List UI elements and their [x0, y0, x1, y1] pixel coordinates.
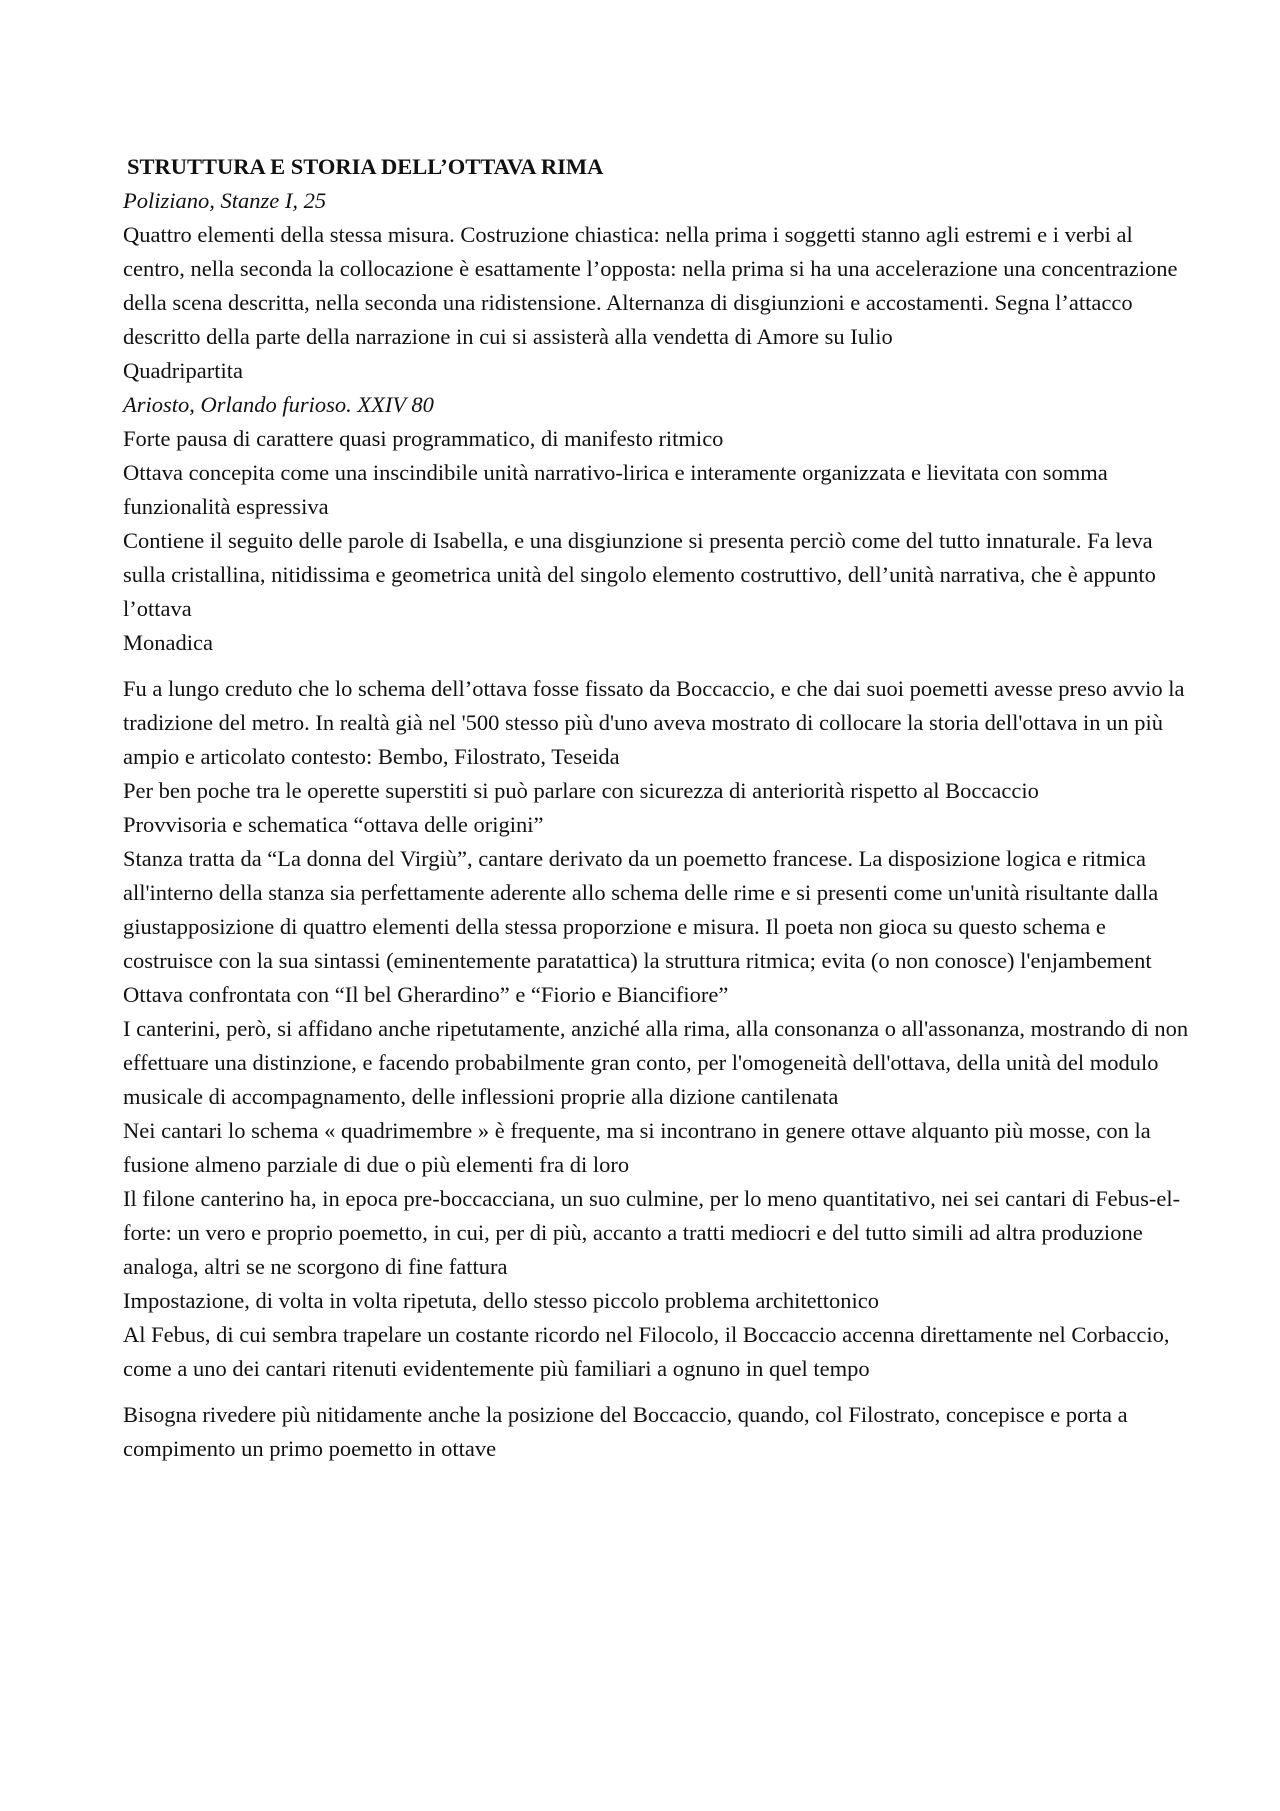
paragraph: Monadica [123, 630, 213, 655]
source-poliziano: Poliziano, Stanze I, 25 [123, 188, 327, 213]
paragraph: Quadripartita [123, 358, 243, 383]
paragraph: Nei cantari lo schema « quadrimembre » è frequente, ma si incontrano in genere ottave alquanto più mosse, con la fusione almeno parziale di due o più elementi fra di loro [123, 1118, 1151, 1177]
document-title: STRUTTURA E STORIA DELL’OTTAVA RIMA [127, 154, 604, 179]
paragraph: I canterini, però, si affidano anche ripetutamente, anziché alla rima, alla consonanza o all'assonanza, mostrando di non effettuare una distinzione, e facendo probabilmente gran conto, per l'omogeneità dell'ottava, della unità del modulo musicale di accompagnamento, delle inflessioni proprie alla dizione cantilenata [123, 1016, 1189, 1109]
paragraph: Bisogna rivedere più nitidamente anche la posizione del Boccaccio, quando, col Filostrato, concepisce e porta a compimento un primo poemetto in ottave [123, 1402, 1128, 1461]
paragraph: Impostazione, di volta in volta ripetuta, dello stesso piccolo problema architettonico [123, 1288, 880, 1313]
paragraph: Stanza tratta da “La donna del Virgiù”, cantare derivato da un poemetto francese. La disposizione logica e ritmica all'interno della stanza sia perfettamente aderente allo schema delle rime e si presenti come un'unità risultante dalla giustapposizione di quattro elementi della stessa proporzione e misura. Il poeta non gioca su questo schema e costruisce con la sua sintassi (eminentemente paratattica) la struttura ritmica; evita (o non conosce) l'enjambement [123, 846, 1159, 973]
paragraph: Quattro elementi della stessa misura. Costruzione chiastica: nella prima i soggetti stanno agli estremi e i verbi al centro, nella seconda la collocazione è esattamente l’opposta: nella prima si ha una accelerazione una concentrazione della scena descritta, nella seconda una ridistensione. Alternanza di disgiunzioni e accostamenti. Segna l’attacco descritto della parte della narrazione in cui si assisterà alla vendetta di Amore su Iulio [123, 222, 1178, 349]
paragraph: Ottava concepita come una inscindibile unità narrativo-lirica e interamente organizzata e lievitata con somma funzionalità espressiva [123, 460, 1108, 519]
paragraph: Fu a lungo creduto che lo schema dell’ottava fosse fissato da Boccaccio, e che dai suoi poemetti avesse preso avvio la tradizione del metro. In realtà già nel '500 stesso più d'uno aveva mostrato di collocare la storia dell'ottava in un più ampio e articolato contesto: Bembo, Filostrato, Teseida [123, 676, 1185, 769]
section-divider [123, 660, 1193, 672]
section-divider [123, 1386, 1193, 1398]
paragraph: Forte pausa di carattere quasi programmatico, di manifesto ritmico [123, 426, 724, 451]
paragraph: Per ben poche tra le operette superstiti si può parlare con sicurezza di anteriorità rispetto al Boccaccio [123, 778, 1039, 803]
paragraph: Il filone canterino ha, in epoca pre-boccacciana, un suo culmine, per lo meno quantitativo, nei sei cantari di Febus-el-forte: un vero e proprio poemetto, in cui, per di più, accanto a tratti mediocri e del tutto simili ad altra produzione analoga, altri se ne scorgono di fine fattura [123, 1186, 1181, 1279]
paragraph: Provvisoria e schematica “ottava delle origini” [123, 812, 544, 837]
paragraph: Ottava confrontata con “Il bel Gherardino” e “Fiorio e Biancifiore” [123, 982, 729, 1007]
paragraph: Al Febus, di cui sembra trapelare un costante ricordo nel Filocolo, il Boccaccio accenna direttamente nel Corbaccio, come a uno dei cantari ritenuti evidentemente più familiari a ognuno in quel tempo [123, 1322, 1170, 1381]
document-page [123, 150, 1193, 1466]
source-ariosto: Ariosto, Orlando furioso. XXIV 80 [123, 392, 434, 417]
paragraph: Contiene il seguito delle parole di Isabella, e una disgiunzione si presenta perciò come del tutto innaturale. Fa leva sulla cristallina, nitidissima e geometrica unità del singolo elemento costruttivo, dell’unità narrativa, che è appunto l’ottava [123, 528, 1156, 621]
